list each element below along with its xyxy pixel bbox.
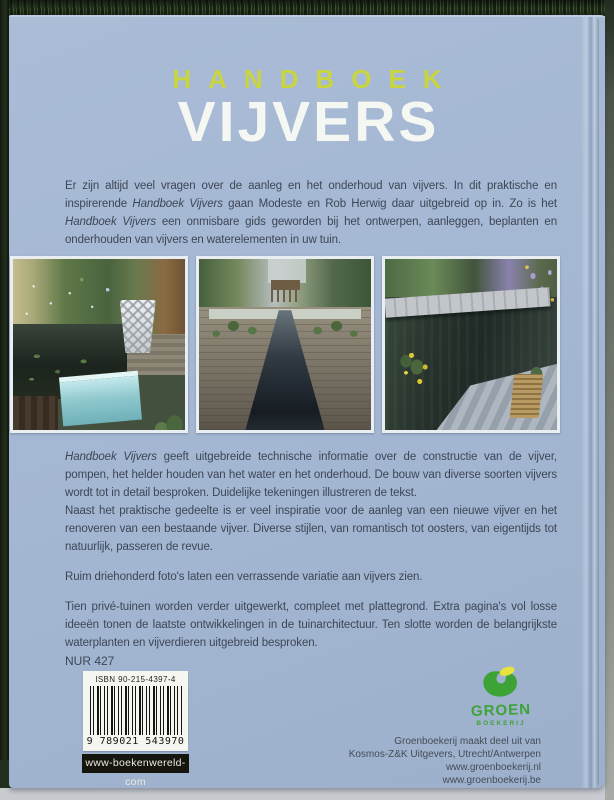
blue-side-table [59, 370, 142, 426]
paragraph: Tien privé-tuinen worden verder uitgewerkt, compleet met plattegrond. Extra pagina's vol losse ideeën tonen de laatste ontwikkelingen in de tuinarchitectuur. Ten slotte worden de belangrijkste waterplanten en vijverdieren uitgebreid besproken. [65, 601, 557, 649]
pond-photo-3 [382, 256, 560, 433]
boxwood-spheres [199, 312, 371, 343]
front-cover-left-edge [0, 0, 9, 786]
paragraph: Er zijn altijd veel vragen over de aanleg en het onderhoud van vijvers. In dit praktische en inspirerende Handboek Vijvers gaan Modeste en Rob Herwig daar uitgebreid op in. Zo is het Handboek Vijvers een onmisbare gids geworden bij het ontwerpen, aanleggen, beplanten en onderhouden van vijvers en waterelementen in uw tuin. [65, 180, 557, 246]
publisher-url-be: www.groenboekerij.be [442, 775, 541, 786]
page-block-edge [605, 0, 614, 800]
ean-digits: 9 789021 543970 [86, 736, 185, 747]
photo-row [10, 256, 570, 433]
front-cover-top-edge [0, 0, 614, 16]
isbn-label: ISBN 90-215-4397-4 [95, 675, 176, 684]
website-strip: www-boekenwereld-com [82, 754, 189, 773]
intro-paragraph [65, 177, 557, 249]
groen-boekerij-logo [471, 665, 531, 727]
pond-photo-2 [196, 256, 374, 433]
nur-code: NUR 427 [65, 654, 115, 668]
logo-wordmark: GROEN [470, 700, 532, 721]
publisher-block [349, 665, 541, 787]
publisher-line: Groenboekerij maakt deel uit van [394, 736, 541, 747]
folding-chair [510, 374, 544, 418]
back-cover-text [65, 448, 557, 652]
paragraph: Naast het praktische gedeelte is er veel inspiratie voor de aanleg van een nieuwe vijver en het renoveren van een bestaande vijver. Diverse stijlen, van romantisch tot oosters, van eigentijds tot natuurlijk, passeren de revue. [65, 505, 557, 553]
back-cover [9, 15, 605, 788]
book-series-title: HANDBOEK [172, 64, 459, 94]
lattice-basket [120, 300, 156, 353]
publisher-info [349, 735, 541, 787]
garden-table [271, 280, 300, 302]
publisher-line: Kosmos-Z&K Uitgevers, Utrecht/Antwerpen [348, 749, 541, 760]
wooden-deck [13, 396, 58, 430]
paragraph: Ruim driehonderd foto's laten een verrassende variatie aan vijvers zien. [65, 571, 423, 583]
publisher-url-nl: www.groenboekerij.nl [445, 762, 541, 773]
plant-fringe [133, 386, 185, 430]
barcode-block [83, 671, 188, 751]
logo-icon [478, 665, 524, 699]
logo-subtitle: BOEKERIJ [476, 720, 526, 727]
barcode [90, 686, 182, 735]
yellow-flowers [395, 338, 450, 396]
pond-photo-1 [10, 256, 188, 433]
book-title: VIJVERS [177, 90, 440, 154]
paragraph: Handboek Vijvers geeft uitgebreide technische informatie over de constructie van de vijver, pompen, het helder houden van het water en het onderhoud. De bouw van diverse soorten vijvers wordt tot in detail besproken. Duidelijke tekeningen illustreren de tekst. [65, 451, 558, 499]
